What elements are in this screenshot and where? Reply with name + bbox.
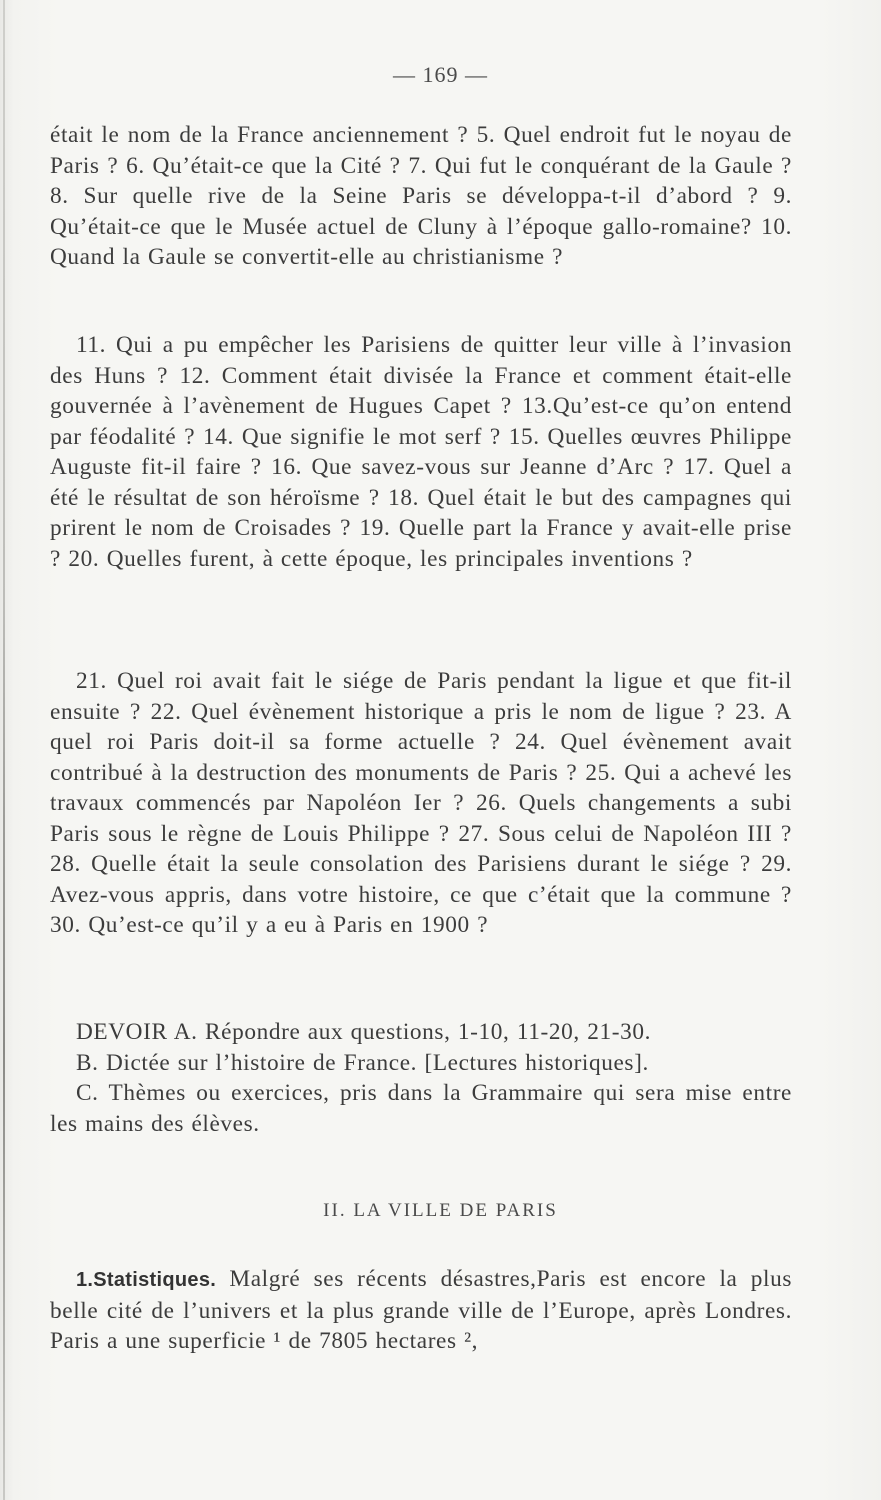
question-paragraph-3: [50, 666, 792, 941]
statistiques-body: Malgré ses récents désastres,Paris est encore la plus belle cité de l’univers et la plus grande ville de l’Europe, après Londres. Paris a une superficie ¹ de 7805 hectares ²,: [50, 1266, 792, 1354]
section-heading: II. LA VILLE DE PARIS: [323, 1200, 558, 1221]
paragraph-text: 11. Qui a pu empêcher les Parisiens de quitter leur ville à l’invasion des Huns ? 12. Comment était divisée la France et comment était-elle gouvernée à l’avènement de Hugues Capet ? 13.Qu’est-ce qu’on entend par féodalité ? 14. Que signifie le mot serf ? 15. Quelles œuvres Philippe Auguste fit-il faire ? 16. Que savez-vous sur Jeanne d’Arc ? 17. Quel a été le résultat de son héroïsme ? 18. Quel était le but des campagnes qui prirent le nom de Croisades ? 19. Quelle part la France y avait-elle prise ? 20. Quelles furent, à cette époque, les principales inventions ?: [50, 332, 792, 572]
binding-edge-shadow: [3, 0, 5, 1500]
devoir-block: [50, 1017, 792, 1139]
statistiques-paragraph: [50, 1264, 792, 1357]
statistiques-text: [50, 1264, 792, 1357]
question-paragraph-1: [50, 120, 792, 273]
devoir-line-a: DEVOIR A. Répondre aux questions, 1-10, 11-20, 21-30.: [76, 1019, 651, 1045]
page-number: — 169 —: [393, 62, 488, 87]
question-paragraph-2: [50, 330, 792, 574]
devoir-line-c: C. Thèmes ou exercices, pris dans la Grammaire qui sera mise entre les mains des élèves.: [50, 1080, 792, 1137]
devoir-line-b: B. Dictée sur l’histoire de France. [Lectures historiques].: [76, 1049, 649, 1076]
statistiques-label: 1.Statistiques.: [76, 1269, 217, 1291]
paragraph-text: était le nom de la France anciennement ? 5. Quel endroit fut le noyau de Paris ? 6. Qu’était-ce que la Cité ? 7. Qui fut le conquérant de la Gaule ? 8. Sur quelle rive de la Seine Paris se développa-t-il d’abord ? 9. Qu’était-ce que le Musée actuel de Cluny à l’époque gallo-romaine? 10. Quand la Gaule se convertit-elle au christianisme ?: [50, 122, 792, 270]
paragraph-text: 21. Quel roi avait fait le siége de Paris pendant la ligue et que fit-il ensuite ? 22. Quel évènement historique a pris le nom de ligue ? 23. A quel roi Paris doit-il sa forme actuelle ? 24. Quel évènement avait contribué à la destruction des monuments de Paris ? 25. Qui a achevé les travaux commencés par Napoléon Ier ? 26. Quels changements a subi Paris sous le règne de Louis Philippe ? 27. Sous celui de Napoléon III ? 28. Quelle était la seule consolation des Parisiens durant le siége ? 29. Avez-vous appris, dans votre histoire, ce que c’était que la commune ? 30. Qu’est-ce qu’il y a eu à Paris en 1900 ?: [50, 668, 792, 938]
